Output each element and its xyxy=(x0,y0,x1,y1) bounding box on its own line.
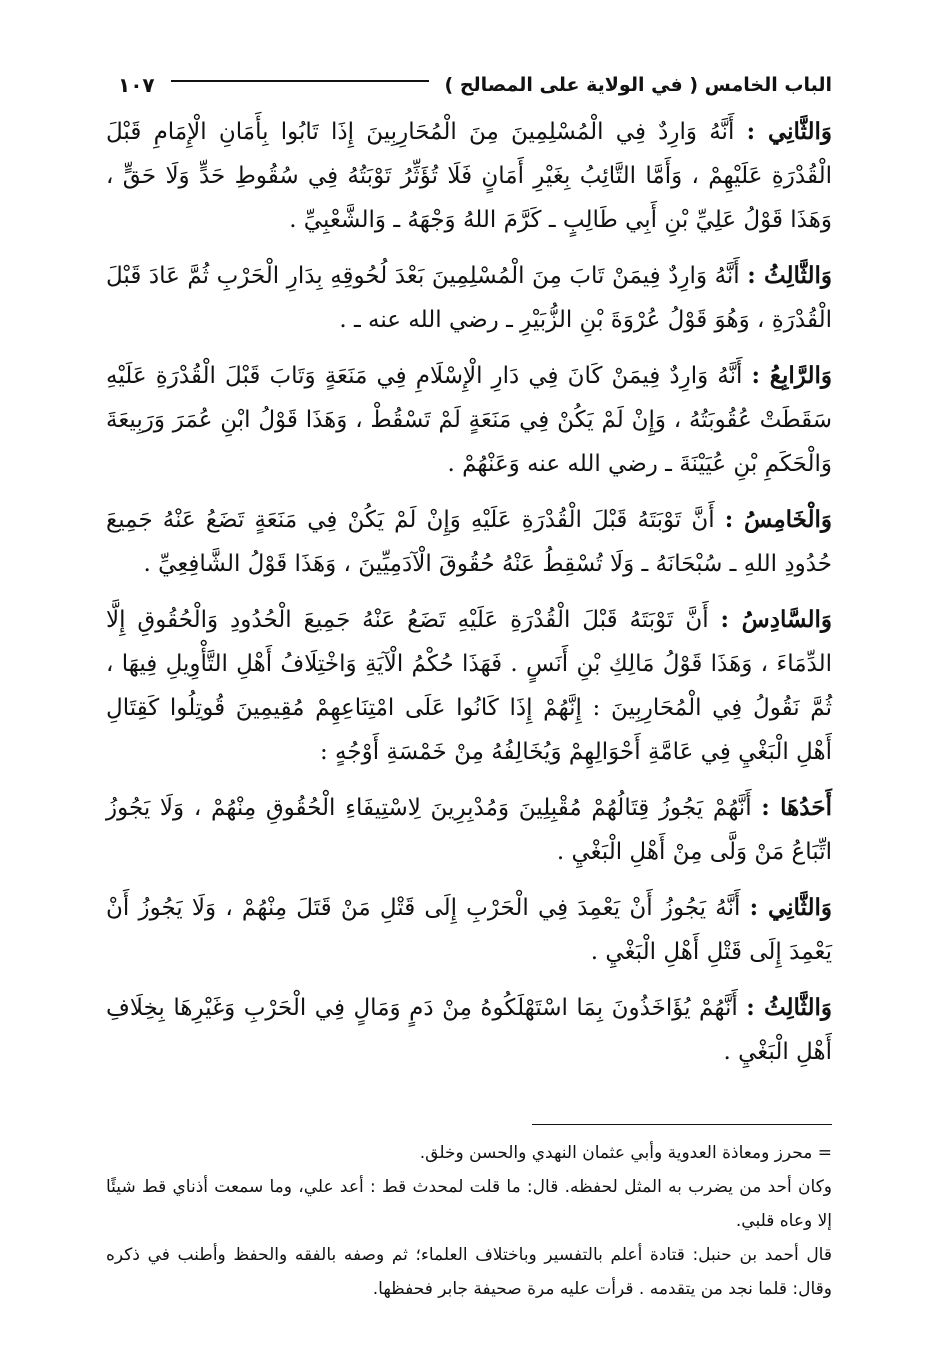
paragraph-body: أَنَّ تَوْبَتَهُ قَبْلَ الْقُدْرَةِ عَلَيْهِ وَإِنْ لَمْ يَكُنْ فِي مَنَعَةٍ تَضَعُ عَنْهُ جَمِيعَ حُدُودِ اللهِ ـ سُبْحَانَهُ ـ وَلَا تُسْقِطُ عَنْهُ حُقُوقَ الْآدَمِيِّينَ ، وَهَذَا قَوْلُ الشَّافِعِيِّ . xyxy=(106,507,832,577)
paragraph-third-view xyxy=(106,254,832,342)
paragraph-lead: وَالثَّالِثُ : xyxy=(746,994,832,1021)
paragraph-body: أَنَّهُ وَارِدٌ فِيمَنْ كَانَ فِي دَارِ الْإِسْلَامِ فِي مَنَعَةٍ وَتَابَ قَبْلَ الْقُدْرَةِ عَلَيْهِ سَقَطَتْ عُقُوبَتُهُ ، وَإِنْ لَمْ يَكُنْ فِي مَنَعَةٍ لَمْ تَسْقُطْ ، وَهَذَا قَوْلُ ابْنِ عُمَرَ وَرَبِيعَةَ وَالْحَكَمِ بْنِ عُيَيْنَةَ ـ رضي الله عنه وَعَنْهُمْ . xyxy=(106,363,832,477)
paragraph-fourth-view xyxy=(106,354,832,486)
paragraph-body: أَنَّهُ وَارِدٌ فِيمَنْ تَابَ مِنَ الْمُسْلِمِينَ بَعْدَ لُحُوقِهِ بِدَارِ الْحَرْبِ ثُمَّ عَادَ قَبْلَ الْقُدْرَةِ ، وَهُوَ قَوْلُ عُرْوَةَ بْنِ الزُّبَيْرِ ـ رضي الله عنه ـ . xyxy=(106,263,832,333)
page-number: ١٠٧ xyxy=(118,73,155,97)
paragraph-second-view xyxy=(106,110,832,242)
paragraph-difference-three xyxy=(106,986,832,1074)
footnote-line: وكان أحد من يضرب به المثل لحفظه. قال: ما قلت لمحدث قط : أعد علي، وما سمعت أذناي قط شيئًا إلا وعاه قلبي. xyxy=(106,1177,832,1231)
paragraph-lead: وَالسَّادِسُ : xyxy=(720,606,832,633)
paragraph-lead: وَالْخَامِسُ : xyxy=(724,506,833,533)
paragraph-body: أَنَّهُ يَجُوزُ أَنْ يَعْمِدَ فِي الْحَرْبِ إِلَى قَتْلِ مَنْ قَتَلَ مِنْهُمْ ، وَلَا يَجُوزُ أَنْ يَعْمِدَ إِلَى قَتْلِ أَهْلِ الْبَغْيِ . xyxy=(106,895,832,965)
paragraph-difference-two xyxy=(106,886,832,974)
paragraph-lead: أَحَدُهَا : xyxy=(761,794,832,821)
chapter-title: الباب الخامس ( في الولاية على المصالح ) xyxy=(444,74,832,96)
paragraph-fifth-view xyxy=(106,498,832,586)
main-text xyxy=(106,110,832,1086)
footnote-line: = محرز ومعاذة العدوية وأبي عثمان النهدي والحسن وخلق. xyxy=(419,1143,832,1163)
paragraph-body: أَنَّهُ وَارِدٌ فِي الْمُسْلِمِينَ مِنَ الْمُحَارِبِينَ إِذَا تَابُوا بِأَمَانِ الْإِمَامِ قَبْلَ الْقُدْرَةِ عَلَيْهِمْ ، وَأَمَّا التَّائِبُ بِغَيْرِ أَمَانٍ فَلَا تُؤَثِّرُ تَوْبَتُهُ فِي سُقُوطِ حَدٍّ وَلَا حَقٍّ ، وَهَذَا قَوْلُ عَلِيِّ بْنِ أَبِي طَالِبٍ ـ كَرَّمَ اللهُ وَجْهَهُ ـ وَالشَّعْبِيِّ . xyxy=(106,119,832,233)
paragraph-body: أَنَّ تَوْبَتَهُ قَبْلَ الْقُدْرَةِ عَلَيْهِ تَضَعُ عَنْهُ جَمِيعَ الْحُدُودِ وَالْحُقُوقِ إِلَّا الدِّمَاءَ ، وَهَذَا قَوْلُ مَالِكِ بْنِ أَنَسٍ . فَهَذَا حُكْمُ الْآيَةِ وَاخْتِلَافُ أَهْلِ التَّأْوِيلِ فِيهَا ، ثُمَّ نَقُولُ فِي الْمُحَارِبِينَ : إِنَّهُمْ إِذَا كَانُوا عَلَى امْتِنَاعِهِمْ مُقِيمِينَ قُوتِلُوا كَقِتَالِ أَهْلِ الْبَغْيِ فِي عَامَّةِ أَحْوَالِهِمْ وَيُخَالِفُهُ مِنْ خَمْسَةِ أَوْجُهٍ : xyxy=(106,607,832,765)
footnotes xyxy=(106,1136,832,1306)
page-header xyxy=(118,68,832,102)
footnote-divider xyxy=(532,1124,832,1125)
footnote-line: قال أحمد بن حنبل: قتادة أعلم بالتفسير وباختلاف العلماء؛ ثم وصفه بالفقه والحفظ وأطنب في ذكره وقال: قلما نجد من يتقدمه . قرأت عليه مرة صحيفة جابر فحفظها. xyxy=(106,1245,832,1299)
paragraph-body: أَنَّهُمْ يُؤَاخَذُونَ بِمَا اسْتَهْلَكُوهُ مِنْ دَمٍ وَمَالٍ فِي الْحَرْبِ وَغَيْرِهَا بِخِلَافِ أَهْلِ الْبَغْيِ . xyxy=(106,995,832,1065)
paragraph-lead: وَالثَّانِي : xyxy=(746,118,833,145)
header-divider xyxy=(171,80,429,82)
paragraph-sixth-view xyxy=(106,598,832,774)
paragraph-lead: وَالثَّانِي : xyxy=(749,894,832,921)
paragraph-lead: وَالثَّالِثُ : xyxy=(747,262,832,289)
paragraph-lead: وَالرَّابِعُ : xyxy=(751,362,832,389)
paragraph-body: أَنَّهُمْ يَجُوزُ قِتَالُهُمْ مُقْبِلِينَ وَمُدْبِرِينَ لِاسْتِيفَاءِ الْحُقُوقِ مِنْهُمْ ، وَلَا يَجُوزُ اتِّبَاعُ مَنْ وَلَّى مِنْ أَهْلِ الْبَغْيِ . xyxy=(106,795,832,865)
paragraph-difference-one xyxy=(106,786,832,874)
